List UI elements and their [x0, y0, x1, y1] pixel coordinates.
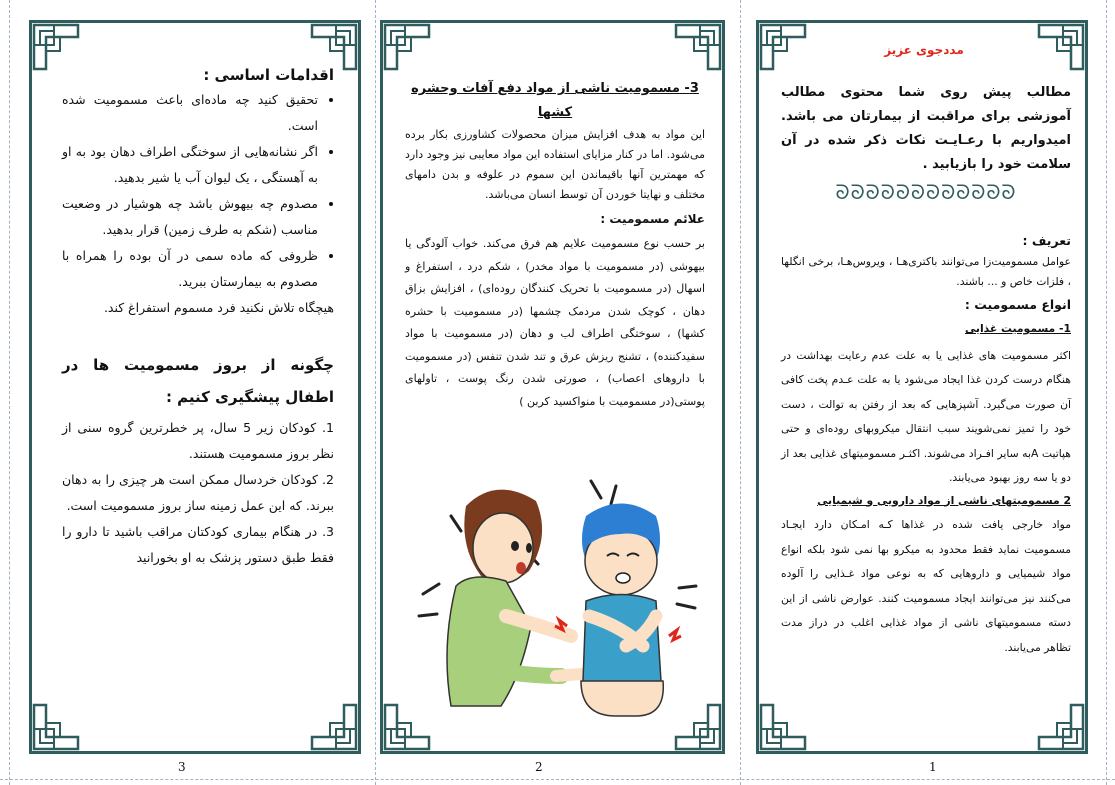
panel-1-content [781, 81, 1071, 660]
bottom-guide [0, 779, 1115, 780]
list-item: • تحقیق کنید چه ماده‌ای باعث مسمومیت شده است. [62, 87, 318, 139]
list-item: • اگر نشانه‌هایی از سوختگی اطراف دهان بود به او به آهستگی ، یک لیوان آب یا شیر بدهید. [62, 139, 318, 191]
food-poisoning-heading: 1- مسمومیت غذایی [964, 322, 1071, 335]
basic-actions-list [62, 87, 334, 295]
divider-ornament: ᘐᘐᘐᘐᘐᘐᘐᘐᘐᘐᘐᘐ [835, 180, 1017, 204]
pesticide-heading: 3- مسمومیت ناشی از مواد دفع آفات وحشره کشها [411, 81, 699, 120]
page-number: 1 [929, 760, 937, 774]
fold-guide-right [1106, 0, 1107, 785]
corner-ornament-icon [674, 23, 722, 71]
food-poisoning-text: اکثر مسمومیت های غذایی یا به علت عدم رعایت بهداشت در هنگام درست کردن غذا ایجاد می‌شود یا به علت عـدم پخت کافی آن صورت می‌گیرد. آشپزهایی که بعد از رفتن به توالت ، دست خود را تمیز نمی‌شویند سبب انتقال میکروبهای روده‌ای و حتی هپاتیت Aبه سایر افـراد می‌شوند. اکثـر مسمومیتهای غذایی بعد از دو یا سه روز بهبود می‌یابند. [781, 348, 1071, 484]
vomit-warning: هیچگاه تلاش نکنید فرد مسموم استفراغ کند. [103, 300, 334, 315]
numbered-item: 1. کودکان زیر 5 سال، پر خطرترین گروه سنی از نظر بروز مسمومیت هستند. [62, 420, 334, 461]
pesticide-text: این مواد به هدف افزایش میزان محصولات کشاورزی بکار برده می‌شود. اما در کنار مزایای استفاده این مواد معایبی نیز وجود دارد که مهمترین آنها باقیماندن این سموم در علوفه و بدن دامهای مختلف و نهایتا خوردن آن توسط انسان می‌باشد. [405, 128, 705, 201]
corner-ornament-icon [759, 703, 807, 751]
panel-2 [380, 20, 725, 754]
corner-ornament-icon [1037, 23, 1085, 71]
chemical-poisoning-text: مواد خارجی یافت شده در غذاها کـه امـکان دارد ایجـاد مسمومیت نماید فقط محدود به میکرو بها نمی شود بلکه انواع مواد شیمیایی و داروهایی که به نوعی مواد غـذایی را آلوده می‌کنند نیز می‌توانند ایجاد مسمومیت کنند. عوارض ناشی از این دسته مسمومیتهای ناشی از مواد غذایی اغلب در دراز مدت تظاهر می‌یابند. [781, 518, 1071, 654]
dear-patient-title: مددجوی عزیز [884, 43, 964, 57]
fold-guide [740, 0, 741, 785]
corner-ornament-icon [310, 703, 358, 751]
panel-1 [756, 20, 1088, 754]
intro-text: مطالب پیش روی شما محتوی مطالب آموزشی برای مراقبت از بیمارتان می باشد. امیدواریم با رعـایـت نکات ذکر شده در آن سلامت خود را بازیابید . [781, 85, 1071, 172]
fold-guide-left [9, 0, 10, 785]
panel-3 [29, 20, 361, 754]
corner-ornament-icon [32, 703, 80, 751]
corner-ornament-icon [759, 23, 807, 71]
fold-guide [375, 0, 376, 785]
symptoms-text: بر حسب نوع مسمومیت علایم هم فرق می‌کند. خواب آلودگی یا بیهوشی (در مسمومیت با مواد مخدر) ، شکم درد ، استفراغ و اسهال (در مسمومیت با تحریک کنندگان روده‌ای) ، افزایش بزاق دهان ، کوچک شدن مردمک چشمها (در مسمومیت با حشره کشها) ، سوختگی اطراف لب و دهان (در مسمومیت با مواد سفیدکننده) ، تشنج ریزش عرق و تند شدن تنفس (در مسمومیت با داروهای اعصاب) ، صورتی شدن رنگ پوست ، تاولهای پوستی(در مسمومیت با منواکسید کربن ) [405, 237, 705, 408]
panel-2-content [405, 77, 705, 413]
panel-3-content [62, 63, 334, 571]
prevention-heading: چگونه از بروز مسمومیت ها در اطفال پیشگیری کنیم : [62, 356, 334, 406]
definition-text: عوامل مسمومیت‌زا می‌توانند باکتری‌هـا ، ویروس‌هـا، برخی انگلها ، فلزات خاص و ... باشند. [781, 254, 1071, 288]
definition-heading: تعریف : [1022, 233, 1071, 248]
types-heading: انواع مسمومیت : [964, 296, 1071, 312]
page-number: 3 [178, 760, 186, 774]
symptoms-heading: علائم مسمومیت : [600, 212, 705, 226]
list-item: • ظروفی که ماده سمی در آن بوده را همراه با مصدوم به بیمارستان ببرید. [62, 243, 318, 295]
numbered-item: 3. در هنگام بیماری کودکتان مراقب باشید تا دارو را فقط طبق دستور پزشک به او بخورانید [62, 524, 334, 565]
stomachache-illustration [411, 476, 701, 721]
numbered-item: 2. کودکان خردسال ممکن است هر چیزی را به دهان ببرند. که این عمل زمینه ساز بروز مسمومیت است. [62, 472, 334, 513]
page-number: 2 [535, 760, 543, 774]
basic-actions-heading: اقدامات اساسی : [203, 66, 334, 84]
corner-ornament-icon [383, 23, 431, 71]
list-item: • مصدوم چه بیهوش باشد چه هوشیار در وضعیت مناسب (شکم به طرف زمین) قرار بدهید. [62, 191, 318, 243]
chemical-poisoning-heading: 2 مسمومیتهای ناشی از مواد دارویی و شیمیایی [817, 493, 1071, 507]
corner-ornament-icon [1037, 703, 1085, 751]
